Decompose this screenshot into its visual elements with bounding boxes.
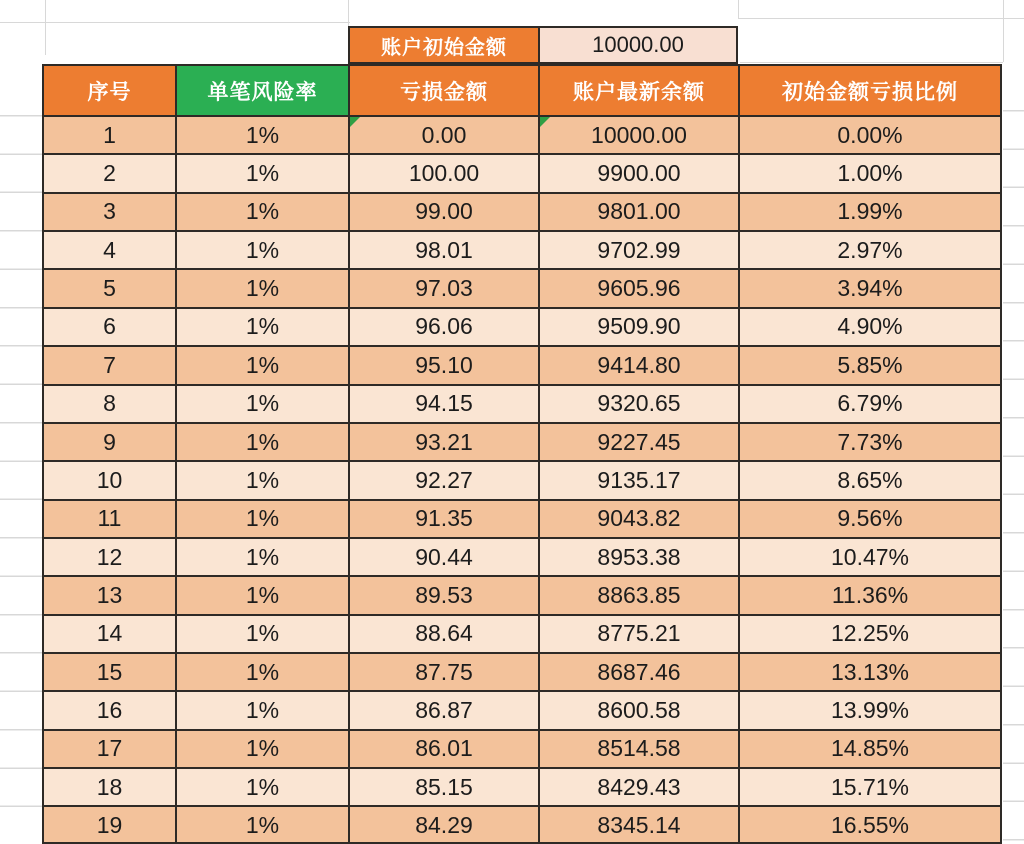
cell-ratio[interactable]	[740, 769, 1000, 807]
cell-seq[interactable]	[44, 424, 177, 462]
cell-loss[interactable]	[350, 309, 540, 347]
cell-balance[interactable]	[540, 424, 740, 462]
cell-text: 5.85%	[837, 351, 903, 378]
cell-seq[interactable]	[44, 501, 177, 539]
right-margin-gridlines	[1003, 110, 1024, 844]
cell-text: 5	[103, 275, 116, 302]
cell-text: 12	[96, 543, 123, 570]
cell-balance[interactable]	[540, 270, 740, 308]
cell-ratio[interactable]	[740, 501, 1000, 539]
table-row	[44, 194, 1000, 232]
cell-text: 6	[103, 313, 116, 340]
cell-text: 9	[103, 428, 116, 455]
table-row	[44, 386, 1000, 424]
cell-loss[interactable]	[350, 731, 540, 769]
cell-loss[interactable]	[350, 347, 540, 385]
initial-amount-banner	[348, 26, 738, 64]
cell-loss[interactable]	[350, 654, 540, 692]
cell-balance[interactable]	[540, 577, 740, 615]
cell-text: 6.79%	[837, 390, 903, 417]
cell-ratio[interactable]	[740, 347, 1000, 385]
cell-text: 1%	[245, 275, 280, 302]
cell-text: 9509.90	[597, 313, 681, 340]
cell-text: 9414.80	[597, 351, 681, 378]
cell-text: 1%	[245, 351, 280, 378]
initial-amount-value-cell[interactable]: 10000.00	[540, 28, 736, 62]
cell-balance[interactable]	[540, 731, 740, 769]
cell-text: 1%	[245, 543, 280, 570]
cell-ratio[interactable]	[740, 232, 1000, 270]
cell-text: 97.03	[415, 275, 473, 302]
cell-text: 8863.85	[597, 581, 681, 608]
cell-text: 1%	[245, 581, 280, 608]
cell-risk[interactable]	[177, 577, 350, 615]
cell-loss[interactable]	[350, 117, 540, 155]
cell-text: 9801.00	[597, 198, 681, 225]
cell-text: 7	[103, 351, 116, 378]
table-row	[44, 731, 1000, 769]
cell-text: 86.01	[415, 735, 473, 762]
cell-text: 2	[103, 160, 116, 187]
cell-loss[interactable]	[350, 155, 540, 193]
cell-seq[interactable]	[44, 462, 177, 500]
cell-text: 87.75	[415, 658, 473, 685]
cell-loss[interactable]	[350, 386, 540, 424]
cell-seq[interactable]	[44, 731, 177, 769]
cell-text: 0.00%	[837, 121, 903, 148]
cell-seq[interactable]	[44, 654, 177, 692]
cell-risk[interactable]	[177, 270, 350, 308]
cell-text: 8953.38	[597, 543, 681, 570]
gridline	[738, 18, 1024, 19]
cell-text: 13	[96, 581, 123, 608]
error-indicator-triangle	[540, 117, 550, 127]
cell-balance[interactable]	[540, 462, 740, 500]
cell-text: 8	[103, 390, 116, 417]
cell-text: 3	[103, 198, 116, 225]
gridline	[45, 0, 46, 55]
table-body	[44, 117, 1000, 844]
cell-ratio[interactable]	[740, 194, 1000, 232]
cell-text: 99.00	[415, 198, 473, 225]
table-row	[44, 155, 1000, 193]
cell-ratio[interactable]	[740, 117, 1000, 155]
cell-seq[interactable]	[44, 807, 177, 844]
cell-ratio[interactable]	[740, 807, 1000, 844]
cell-text: 13.13%	[830, 658, 909, 685]
gridline	[0, 22, 350, 23]
cell-ratio[interactable]	[740, 270, 1000, 308]
cell-text: 16.55%	[830, 812, 909, 839]
cell-text: 8514.58	[597, 735, 681, 762]
cell-text: 91.35	[415, 505, 473, 532]
cell-balance[interactable]	[540, 309, 740, 347]
cell-text: 9135.17	[597, 466, 681, 493]
table-row	[44, 424, 1000, 462]
cell-text: 15.71%	[830, 773, 909, 800]
cell-loss[interactable]	[350, 270, 540, 308]
cell-risk[interactable]	[177, 155, 350, 193]
cell-text: 9227.45	[597, 428, 681, 455]
cell-text: 85.15	[415, 773, 473, 800]
cell-text: 10.47%	[830, 543, 909, 570]
cell-text: 1%	[245, 428, 280, 455]
cell-risk[interactable]	[177, 731, 350, 769]
gridline	[738, 0, 739, 18]
cell-ratio[interactable]	[740, 386, 1000, 424]
cell-text: 11.36%	[831, 581, 909, 608]
table-row	[44, 616, 1000, 654]
cell-risk[interactable]	[177, 232, 350, 270]
cell-risk[interactable]	[177, 194, 350, 232]
cell-balance[interactable]	[540, 155, 740, 193]
cell-loss[interactable]	[350, 769, 540, 807]
cell-text: 1%	[245, 121, 280, 148]
cell-text: 1.00%	[837, 160, 903, 187]
cell-text: 3.94%	[837, 275, 903, 302]
cell-text: 2.97%	[837, 236, 903, 263]
table-row	[44, 692, 1000, 730]
cell-seq[interactable]	[44, 270, 177, 308]
cell-text: 1%	[245, 505, 280, 532]
cell-seq[interactable]	[44, 155, 177, 193]
cell-text: 4.90%	[837, 313, 903, 340]
cell-text: 1%	[245, 466, 280, 493]
cell-seq[interactable]	[44, 117, 177, 155]
cell-text: 8.65%	[837, 466, 903, 493]
cell-text: 4	[103, 236, 116, 263]
column-header-balance[interactable]: 账户最新余额	[540, 66, 740, 117]
cell-text: 0.00	[421, 121, 467, 148]
table-row	[44, 117, 1000, 155]
cell-text: 1%	[245, 160, 280, 187]
cell-seq[interactable]	[44, 539, 177, 577]
error-indicator-triangle	[350, 117, 360, 127]
cell-text: 100.00	[408, 160, 480, 187]
cell-risk[interactable]	[177, 386, 350, 424]
cell-risk[interactable]	[177, 539, 350, 577]
cell-text: 13.99%	[830, 697, 909, 724]
cell-text: 9320.65	[597, 390, 681, 417]
cell-text: 96.06	[415, 313, 473, 340]
cell-text: 17	[96, 735, 123, 762]
cell-text: 8600.58	[597, 697, 681, 724]
cell-text: 1%	[245, 620, 280, 647]
cell-risk[interactable]	[177, 807, 350, 844]
cell-text: 8775.21	[597, 620, 681, 647]
cell-ratio[interactable]	[740, 309, 1000, 347]
table-row	[44, 769, 1000, 807]
cell-text: 88.64	[415, 620, 473, 647]
cell-ratio[interactable]	[740, 539, 1000, 577]
cell-text: 14.85%	[830, 735, 909, 762]
cell-text: 8687.46	[597, 658, 681, 685]
cell-text: 18	[96, 773, 123, 800]
cell-text: 93.21	[415, 428, 473, 455]
cell-loss[interactable]	[350, 424, 540, 462]
cell-risk[interactable]	[177, 692, 350, 730]
cell-text: 1%	[245, 198, 280, 225]
cell-ratio[interactable]	[740, 654, 1000, 692]
cell-loss[interactable]	[350, 232, 540, 270]
cell-seq[interactable]	[44, 577, 177, 615]
cell-loss[interactable]	[350, 692, 540, 730]
cell-text: 89.53	[415, 581, 473, 608]
cell-loss[interactable]	[350, 501, 540, 539]
cell-text: 9605.96	[597, 275, 681, 302]
table-row	[44, 309, 1000, 347]
table-row	[44, 577, 1000, 615]
cell-balance[interactable]	[540, 232, 740, 270]
table-row	[44, 501, 1000, 539]
cell-seq[interactable]	[44, 347, 177, 385]
cell-text: 95.10	[415, 351, 473, 378]
cell-seq[interactable]	[44, 386, 177, 424]
cell-text: 94.15	[415, 390, 473, 417]
table-row	[44, 539, 1000, 577]
cell-text: 86.87	[415, 697, 473, 724]
risk-table	[42, 64, 1002, 844]
column-header-ratio[interactable]: 初始金额亏损比例	[740, 66, 1000, 117]
gridline	[740, 62, 1003, 63]
cell-balance[interactable]	[540, 692, 740, 730]
table-row	[44, 270, 1000, 308]
table-row	[44, 807, 1000, 844]
column-header-seq[interactable]: 序号	[44, 66, 177, 117]
cell-balance[interactable]	[540, 386, 740, 424]
cell-text: 8345.14	[597, 812, 681, 839]
cell-balance[interactable]	[540, 769, 740, 807]
cell-text: 16	[96, 697, 123, 724]
cell-ratio[interactable]	[740, 424, 1000, 462]
gridline	[348, 0, 349, 26]
cell-risk[interactable]	[177, 117, 350, 155]
table-row	[44, 654, 1000, 692]
cell-text: 9702.99	[597, 236, 681, 263]
cell-seq[interactable]	[44, 769, 177, 807]
table-row	[44, 462, 1000, 500]
cell-balance[interactable]	[540, 616, 740, 654]
cell-balance[interactable]	[540, 347, 740, 385]
cell-loss[interactable]	[350, 462, 540, 500]
cell-text: 9900.00	[597, 160, 681, 187]
cell-seq[interactable]	[44, 232, 177, 270]
cell-risk[interactable]	[177, 424, 350, 462]
gridline	[1003, 0, 1004, 62]
table-header-row	[44, 66, 1000, 117]
column-header-loss[interactable]: 亏损金额	[350, 66, 540, 117]
cell-text: 90.44	[415, 543, 473, 570]
initial-amount-label-cell[interactable]: 账户初始金额	[350, 28, 540, 62]
cell-text: 1%	[245, 735, 280, 762]
cell-text: 14	[96, 620, 123, 647]
cell-text: 1%	[245, 658, 280, 685]
cell-ratio[interactable]	[740, 616, 1000, 654]
cell-text: 7.73%	[837, 428, 903, 455]
cell-seq[interactable]	[44, 309, 177, 347]
cell-text: 1	[103, 121, 116, 148]
cell-text: 1.99%	[837, 198, 903, 225]
cell-balance[interactable]	[540, 807, 740, 844]
cell-risk[interactable]	[177, 347, 350, 385]
cell-risk[interactable]	[177, 501, 350, 539]
cell-text: 1%	[245, 773, 280, 800]
cell-seq[interactable]	[44, 616, 177, 654]
cell-text: 19	[96, 812, 123, 839]
cell-loss[interactable]	[350, 616, 540, 654]
cell-ratio[interactable]	[740, 462, 1000, 500]
cell-loss[interactable]	[350, 577, 540, 615]
left-margin-gridlines	[0, 115, 42, 844]
cell-balance[interactable]	[540, 539, 740, 577]
cell-text: 1%	[245, 236, 280, 263]
cell-text: 15	[96, 658, 123, 685]
table-row	[44, 232, 1000, 270]
cell-ratio[interactable]	[740, 577, 1000, 615]
cell-balance[interactable]	[540, 501, 740, 539]
cell-balance[interactable]	[540, 117, 740, 155]
cell-ratio[interactable]	[740, 692, 1000, 730]
cell-text: 10000.00	[591, 121, 687, 148]
cell-loss[interactable]	[350, 807, 540, 844]
cell-text: 11	[97, 505, 122, 532]
cell-text: 10	[96, 466, 123, 493]
cell-text: 1%	[245, 313, 280, 340]
cell-balance[interactable]	[540, 654, 740, 692]
cell-seq[interactable]	[44, 692, 177, 730]
cell-ratio[interactable]	[740, 731, 1000, 769]
cell-risk[interactable]	[177, 309, 350, 347]
table-row	[44, 347, 1000, 385]
cell-text: 1%	[245, 390, 280, 417]
cell-balance[interactable]	[540, 194, 740, 232]
cell-text: 9.56%	[837, 505, 903, 532]
cell-text: 1%	[245, 697, 280, 724]
cell-risk[interactable]	[177, 769, 350, 807]
cell-loss[interactable]	[350, 539, 540, 577]
cell-ratio[interactable]	[740, 155, 1000, 193]
cell-text: 98.01	[415, 236, 473, 263]
cell-loss[interactable]	[350, 194, 540, 232]
cell-text: 1%	[245, 812, 280, 839]
column-header-risk[interactable]: 单笔风险率	[177, 66, 350, 117]
cell-text: 92.27	[415, 466, 473, 493]
cell-text: 8429.43	[597, 773, 681, 800]
cell-risk[interactable]	[177, 462, 350, 500]
cell-risk[interactable]	[177, 654, 350, 692]
cell-seq[interactable]	[44, 194, 177, 232]
cell-text: 9043.82	[597, 505, 681, 532]
cell-risk[interactable]	[177, 616, 350, 654]
cell-text: 84.29	[415, 812, 473, 839]
cell-text: 12.25%	[830, 620, 909, 647]
